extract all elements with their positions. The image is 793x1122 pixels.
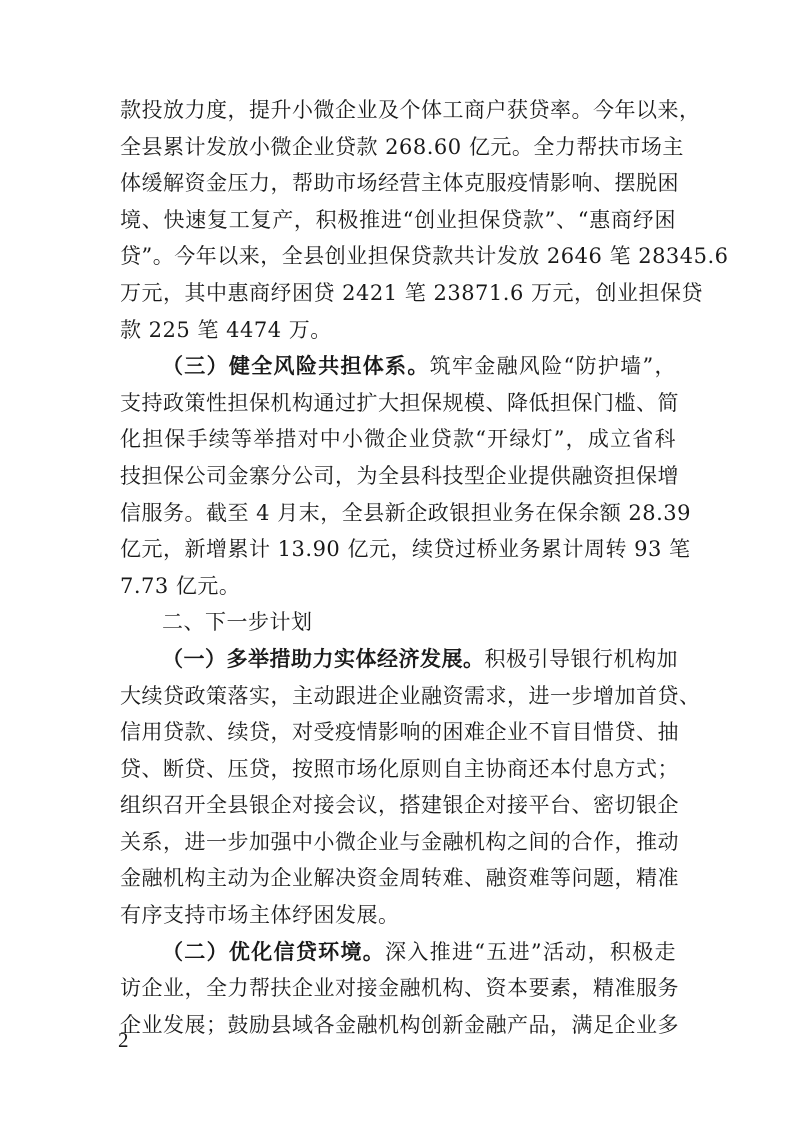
text-line: 访企业，全力帮扶企业对接金融机构、资本要素，精准服务	[120, 976, 679, 1001]
text-span: 积极引导银行机构加	[484, 646, 678, 671]
paragraph-first-line	[120, 934, 676, 971]
text-line: 体缓解资金压力，帮助市场经营主体克服疫情影响、摆脱困	[120, 171, 679, 196]
text-line: 关系，进一步加强中小微企业与金融机构之间的合作，推动	[120, 829, 679, 854]
text-line: 金融机构主动为企业解决资金周转难、融资难等问题，精准	[120, 866, 679, 891]
text-line: 技担保公司金寨分公司，为全县科技型企业提供融资担保增	[120, 463, 679, 488]
text-span: 深入推进“五进”活动，积极走	[385, 939, 676, 964]
text-line: 支持政策性担保机构通过扩大担保规模、降低担保门槛、简	[120, 390, 679, 415]
section-heading: 二、下一步计划	[162, 610, 313, 635]
text-line: 款 225 笔 4474 万。	[120, 317, 332, 342]
paragraph-first-line	[120, 348, 676, 385]
text-line: 万元，其中惠商纾困贷 2421 笔 23871.6 万元，创业担保贷	[120, 280, 703, 305]
subheading: （一）多举措助力实体经济发展。	[162, 646, 485, 671]
text-line: 7.73 亿元。	[120, 573, 241, 598]
paragraph-risk-sharing	[120, 348, 692, 604]
text-line: 全县累计发放小微企业贷款 268.60 亿元。全力帮扶市场主	[120, 134, 684, 159]
paragraph-loans	[120, 92, 729, 348]
text-line: 贷、断贷、压贷，按照市场化原则自主协商还本付息方式；	[120, 756, 679, 781]
page-number: 2	[118, 1028, 129, 1052]
text-line: 亿元，新增累计 13.90 亿元，续贷过桥业务累计周转 93 笔	[120, 537, 691, 562]
text-line: 境、快速复工复产，积极推进“创业担保贷款”、“惠商纾困	[120, 207, 676, 232]
text-line: 信用贷款、续贷，对受疫情影响的困难企业不盲目惜贷、抽	[120, 720, 679, 745]
text-line: 组织召开全县银企对接会议，搭建银企对接平台、密切银企	[120, 793, 679, 818]
document-body	[120, 92, 729, 1043]
text-line: 化担保手续等举措对中小微企业贷款“开绿灯”，成立省科	[120, 427, 676, 452]
subheading: （二）优化信贷环境。	[162, 939, 386, 964]
paragraph-credit-environment	[120, 934, 679, 1044]
subheading: （三）健全风险共担体系。	[162, 354, 430, 379]
paragraph-real-economy	[120, 641, 701, 934]
text-line: 贷”。今年以来，全县创业担保贷款共计发放 2646 笔 28345.6	[120, 244, 729, 269]
text-line: 信服务。截至 4 月末，全县新企政银担业务在保余额 28.39	[120, 500, 692, 525]
text-line: 大续贷政策落实，主动跟进企业融资需求，进一步增加首贷、	[120, 683, 701, 708]
paragraph-first-line	[120, 641, 676, 678]
text-line: 有序支持市场主体纾困发展。	[120, 903, 400, 928]
text-line: 款投放力度，提升小微企业及个体工商户获贷率。今年以来，	[120, 98, 701, 122]
text-line: 企业发展；鼓励县域各金融机构创新金融产品，满足企业多	[120, 1012, 679, 1037]
text-span: 筑牢金融风险“防护墙”，	[429, 354, 676, 379]
